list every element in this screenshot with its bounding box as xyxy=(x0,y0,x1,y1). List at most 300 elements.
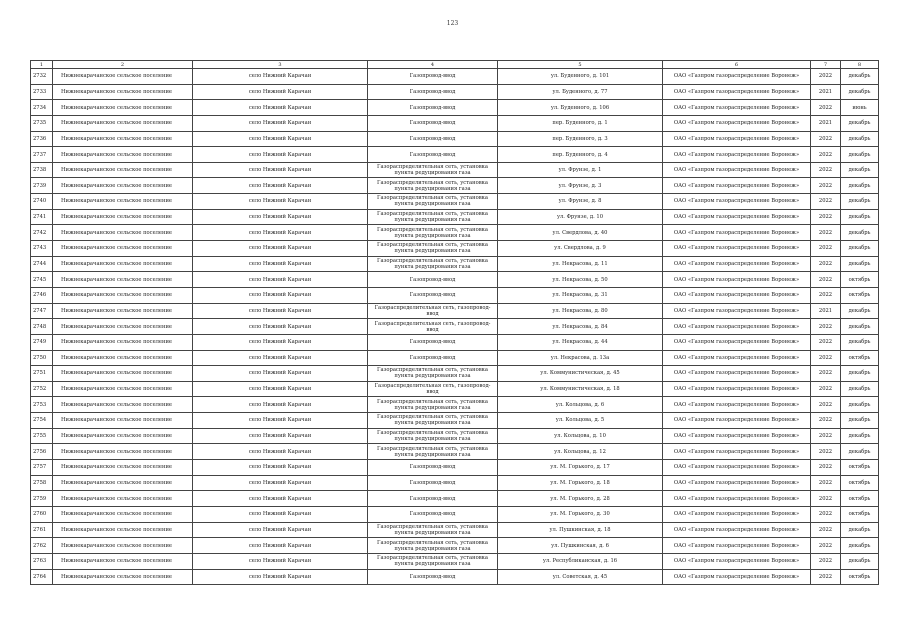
year-cell: 2022 xyxy=(811,506,841,522)
settlement-cell: Нижнекарачанское сельское поселение xyxy=(53,553,193,569)
year-cell: 2021 xyxy=(811,115,841,131)
table-row xyxy=(31,272,879,288)
address-cell: ул. Фрунзе, д. 1 xyxy=(498,162,663,178)
object-cell: Газопровод-ввод xyxy=(368,334,498,350)
organization-cell: ОАО «Газпром газораспределение Воронеж» xyxy=(663,115,811,131)
address-cell: ул. Пушкинская, д. 6 xyxy=(498,538,663,554)
settlement-cell: Нижнекарачанское сельское поселение xyxy=(53,428,193,444)
settlement-cell: Нижнекарачанское сельское поселение xyxy=(53,272,193,288)
row-number-cell: 2744 xyxy=(31,256,53,272)
address-cell: ул. Буденного, д. 101 xyxy=(498,69,663,85)
year-cell: 2022 xyxy=(811,319,841,335)
locality-cell: село Нижний Карачан xyxy=(193,131,368,147)
address-cell: ул. М. Горького, д. 28 xyxy=(498,491,663,507)
settlement-cell: Нижнекарачанское сельское поселение xyxy=(53,460,193,476)
table-row xyxy=(31,491,879,507)
table-row xyxy=(31,162,879,178)
organization-cell: ОАО «Газпром газораспределение Воронеж» xyxy=(663,209,811,225)
object-cell: Газораспределительная сеть, установка пункта редуцирования газа xyxy=(368,209,498,225)
year-cell: 2022 xyxy=(811,522,841,538)
organization-cell: ОАО «Газпром газораспределение Воронеж» xyxy=(663,428,811,444)
table-row xyxy=(31,115,879,131)
month-cell: декабрь xyxy=(841,538,879,554)
row-number-cell: 2738 xyxy=(31,162,53,178)
year-cell: 2022 xyxy=(811,241,841,257)
settlement-cell: Нижнекарачанское сельское поселение xyxy=(53,522,193,538)
address-cell: ул. Свердлова, д. 9 xyxy=(498,241,663,257)
row-number-cell: 2754 xyxy=(31,413,53,429)
locality-cell: село Нижний Карачан xyxy=(193,350,368,366)
month-cell: октябрь xyxy=(841,569,879,585)
month-cell: октябрь xyxy=(841,350,879,366)
object-cell: Газораспределительная сеть, установка пункта редуцирования газа xyxy=(368,413,498,429)
organization-cell: ОАО «Газпром газораспределение Воронеж» xyxy=(663,506,811,522)
address-cell: ул. Свердлова, д. 40 xyxy=(498,225,663,241)
table-row xyxy=(31,475,879,491)
locality-cell: село Нижний Карачан xyxy=(193,272,368,288)
locality-cell: село Нижний Карачан xyxy=(193,475,368,491)
year-cell: 2022 xyxy=(811,162,841,178)
table-row xyxy=(31,194,879,210)
organization-cell: ОАО «Газпром газораспределение Воронеж» xyxy=(663,319,811,335)
locality-cell: село Нижний Карачан xyxy=(193,428,368,444)
settlement-cell: Нижнекарачанское сельское поселение xyxy=(53,303,193,319)
locality-cell: село Нижний Карачан xyxy=(193,194,368,210)
organization-cell: ОАО «Газпром газораспределение Воронеж» xyxy=(663,256,811,272)
address-cell: ул. Кольцова, д. 10 xyxy=(498,428,663,444)
row-number-cell: 2763 xyxy=(31,553,53,569)
month-cell: декабрь xyxy=(841,256,879,272)
row-number-cell: 2737 xyxy=(31,147,53,163)
row-number-cell: 2757 xyxy=(31,460,53,476)
address-cell: ул. М. Горького, д. 17 xyxy=(498,460,663,476)
settlement-cell: Нижнекарачанское сельское поселение xyxy=(53,350,193,366)
row-number-cell: 2761 xyxy=(31,522,53,538)
month-cell: декабрь xyxy=(841,131,879,147)
organization-cell: ОАО «Газпром газораспределение Воронеж» xyxy=(663,84,811,100)
row-number-cell: 2752 xyxy=(31,381,53,397)
table-row xyxy=(31,506,879,522)
organization-cell: ОАО «Газпром газораспределение Воронеж» xyxy=(663,444,811,460)
table-row xyxy=(31,287,879,303)
settlement-cell: Нижнекарачанское сельское поселение xyxy=(53,84,193,100)
organization-cell: ОАО «Газпром газораспределение Воронеж» xyxy=(663,225,811,241)
settlement-cell: Нижнекарачанское сельское поселение xyxy=(53,506,193,522)
organization-cell: ОАО «Газпром газораспределение Воронеж» xyxy=(663,350,811,366)
organization-cell: ОАО «Газпром газораспределение Воронеж» xyxy=(663,522,811,538)
year-cell: 2022 xyxy=(811,444,841,460)
object-cell: Газораспределительная сеть, газопровод-ввод xyxy=(368,303,498,319)
object-cell: Газопровод-ввод xyxy=(368,84,498,100)
year-cell: 2022 xyxy=(811,287,841,303)
year-cell: 2022 xyxy=(811,381,841,397)
object-cell: Газораспределительная сеть, установка пункта редуцирования газа xyxy=(368,256,498,272)
year-cell: 2022 xyxy=(811,413,841,429)
object-cell: Газораспределительная сеть, установка пункта редуцирования газа xyxy=(368,225,498,241)
month-cell: декабрь xyxy=(841,413,879,429)
settlement-cell: Нижнекарачанское сельское поселение xyxy=(53,209,193,225)
locality-cell: село Нижний Карачан xyxy=(193,506,368,522)
organization-cell: ОАО «Газпром газораспределение Воронеж» xyxy=(663,287,811,303)
organization-cell: ОАО «Газпром газораспределение Воронеж» xyxy=(663,397,811,413)
column-header: 1 xyxy=(31,61,53,69)
row-number-cell: 2742 xyxy=(31,225,53,241)
object-cell: Газораспределительная сеть, установка пункта редуцирования газа xyxy=(368,444,498,460)
month-cell: декабрь xyxy=(841,241,879,257)
locality-cell: село Нижний Карачан xyxy=(193,460,368,476)
year-cell: 2021 xyxy=(811,84,841,100)
table-row xyxy=(31,225,879,241)
month-cell: декабрь xyxy=(841,147,879,163)
year-cell: 2022 xyxy=(811,147,841,163)
month-cell: декабрь xyxy=(841,178,879,194)
table-row xyxy=(31,319,879,335)
year-cell: 2022 xyxy=(811,538,841,554)
table-row xyxy=(31,69,879,85)
month-cell: октябрь xyxy=(841,272,879,288)
month-cell: декабрь xyxy=(841,522,879,538)
table-row xyxy=(31,209,879,225)
year-cell: 2021 xyxy=(811,303,841,319)
row-number-cell: 2735 xyxy=(31,115,53,131)
settlement-cell: Нижнекарачанское сельское поселение xyxy=(53,444,193,460)
row-number-cell: 2739 xyxy=(31,178,53,194)
locality-cell: село Нижний Карачан xyxy=(193,413,368,429)
settlement-cell: Нижнекарачанское сельское поселение xyxy=(53,319,193,335)
address-cell: ул. Пушкинская, д. 18 xyxy=(498,522,663,538)
settlement-cell: Нижнекарачанское сельское поселение xyxy=(53,69,193,85)
settlement-cell: Нижнекарачанское сельское поселение xyxy=(53,162,193,178)
row-number-cell: 2753 xyxy=(31,397,53,413)
object-cell: Газопровод-ввод xyxy=(368,350,498,366)
object-cell: Газопровод-ввод xyxy=(368,460,498,476)
organization-cell: ОАО «Газпром газораспределение Воронеж» xyxy=(663,475,811,491)
locality-cell: село Нижний Карачан xyxy=(193,366,368,382)
locality-cell: село Нижний Карачан xyxy=(193,287,368,303)
organization-cell: ОАО «Газпром газораспределение Воронеж» xyxy=(663,334,811,350)
row-number-cell: 2764 xyxy=(31,569,53,585)
table-row xyxy=(31,131,879,147)
year-cell: 2022 xyxy=(811,334,841,350)
locality-cell: село Нижний Карачан xyxy=(193,84,368,100)
row-number-cell: 2755 xyxy=(31,428,53,444)
object-cell: Газопровод-ввод xyxy=(368,115,498,131)
object-cell: Газораспределительная сеть, установка пункта редуцирования газа xyxy=(368,241,498,257)
organization-cell: ОАО «Газпром газораспределение Воронеж» xyxy=(663,413,811,429)
settlement-cell: Нижнекарачанское сельское поселение xyxy=(53,178,193,194)
address-cell: ул. Некрасова, д. 11 xyxy=(498,256,663,272)
table-row xyxy=(31,350,879,366)
organization-cell: ОАО «Газпром газораспределение Воронеж» xyxy=(663,553,811,569)
settlement-cell: Нижнекарачанское сельское поселение xyxy=(53,225,193,241)
month-cell: декабрь xyxy=(841,334,879,350)
settlement-cell: Нижнекарачанское сельское поселение xyxy=(53,569,193,585)
organization-cell: ОАО «Газпром газораспределение Воронеж» xyxy=(663,194,811,210)
month-cell: декабрь xyxy=(841,444,879,460)
year-cell: 2022 xyxy=(811,272,841,288)
address-cell: ул. Коммунистическая, д. 45 xyxy=(498,366,663,382)
organization-cell: ОАО «Газпром газораспределение Воронеж» xyxy=(663,538,811,554)
year-cell: 2022 xyxy=(811,428,841,444)
table-row xyxy=(31,522,879,538)
settlement-cell: Нижнекарачанское сельское поселение xyxy=(53,131,193,147)
year-cell: 2022 xyxy=(811,553,841,569)
address-cell: ул. Некрасова, д. 84 xyxy=(498,319,663,335)
address-cell: ул. Советская, д. 45 xyxy=(498,569,663,585)
address-cell: ул. Некрасова, д. 44 xyxy=(498,334,663,350)
address-cell: ул. Коммунистическая, д. 18 xyxy=(498,381,663,397)
organization-cell: ОАО «Газпром газораспределение Воронеж» xyxy=(663,162,811,178)
object-cell: Газопровод-ввод xyxy=(368,131,498,147)
address-cell: ул. Некрасова, д. 80 xyxy=(498,303,663,319)
organization-cell: ОАО «Газпром газораспределение Воронеж» xyxy=(663,366,811,382)
object-cell: Газораспределительная сеть, установка пункта редуцирования газа xyxy=(368,162,498,178)
locality-cell: село Нижний Карачан xyxy=(193,69,368,85)
object-cell: Газопровод-ввод xyxy=(368,272,498,288)
row-number-cell: 2732 xyxy=(31,69,53,85)
locality-cell: село Нижний Карачан xyxy=(193,319,368,335)
locality-cell: село Нижний Карачан xyxy=(193,522,368,538)
year-cell: 2022 xyxy=(811,131,841,147)
object-cell: Газораспределительная сеть, установка пункта редуцирования газа xyxy=(368,538,498,554)
organization-cell: ОАО «Газпром газораспределение Воронеж» xyxy=(663,303,811,319)
address-cell: пер. Буденного, д. 4 xyxy=(498,147,663,163)
object-cell: Газораспределительная сеть, газопровод-ввод xyxy=(368,319,498,335)
row-number-cell: 2748 xyxy=(31,319,53,335)
month-cell: июнь xyxy=(841,100,879,116)
address-cell: ул. Республиканская, д. 16 xyxy=(498,553,663,569)
address-cell: ул. Некрасова, д. 31 xyxy=(498,287,663,303)
object-cell: Газораспределительная сеть, установка пункта редуцирования газа xyxy=(368,397,498,413)
object-cell: Газопровод-ввод xyxy=(368,100,498,116)
table-body xyxy=(31,69,879,585)
object-cell: Газораспределительная сеть, установка пункта редуцирования газа xyxy=(368,178,498,194)
organization-cell: ОАО «Газпром газораспределение Воронеж» xyxy=(663,272,811,288)
row-number-cell: 2747 xyxy=(31,303,53,319)
organization-cell: ОАО «Газпром газораспределение Воронеж» xyxy=(663,147,811,163)
table-row xyxy=(31,84,879,100)
month-cell: декабрь xyxy=(841,319,879,335)
month-cell: декабрь xyxy=(841,194,879,210)
table-row xyxy=(31,413,879,429)
year-cell: 2022 xyxy=(811,460,841,476)
row-number-cell: 2756 xyxy=(31,444,53,460)
locality-cell: село Нижний Карачан xyxy=(193,256,368,272)
locality-cell: село Нижний Карачан xyxy=(193,241,368,257)
table-row xyxy=(31,147,879,163)
month-cell: декабрь xyxy=(841,428,879,444)
address-cell: пер. Буденного, д. 1 xyxy=(498,115,663,131)
organization-cell: ОАО «Газпром газораспределение Воронеж» xyxy=(663,241,811,257)
settlement-cell: Нижнекарачанское сельское поселение xyxy=(53,334,193,350)
row-number-cell: 2736 xyxy=(31,131,53,147)
gasification-table xyxy=(30,60,879,585)
object-cell: Газопровод-ввод xyxy=(368,147,498,163)
organization-cell: ОАО «Газпром газораспределение Воронеж» xyxy=(663,381,811,397)
settlement-cell: Нижнекарачанское сельское поселение xyxy=(53,381,193,397)
object-cell: Газопровод-ввод xyxy=(368,475,498,491)
month-cell: декабрь xyxy=(841,225,879,241)
table-row xyxy=(31,303,879,319)
address-cell: ул. М. Горького, д. 18 xyxy=(498,475,663,491)
month-cell: октябрь xyxy=(841,287,879,303)
column-header: 6 xyxy=(663,61,811,69)
address-cell: ул. Фрунзе, д. 3 xyxy=(498,178,663,194)
object-cell: Газораспределительная сеть, установка пункта редуцирования газа xyxy=(368,366,498,382)
row-number-cell: 2743 xyxy=(31,241,53,257)
settlement-cell: Нижнекарачанское сельское поселение xyxy=(53,256,193,272)
year-cell: 2022 xyxy=(811,256,841,272)
object-cell: Газопровод-ввод xyxy=(368,69,498,85)
page-number: 123 xyxy=(446,20,459,27)
object-cell: Газораспределительная сеть, установка пункта редуцирования газа xyxy=(368,522,498,538)
address-cell: ул. Некрасова, д. 13а xyxy=(498,350,663,366)
year-cell: 2022 xyxy=(811,397,841,413)
settlement-cell: Нижнекарачанское сельское поселение xyxy=(53,413,193,429)
settlement-cell: Нижнекарачанское сельское поселение xyxy=(53,147,193,163)
locality-cell: село Нижний Карачан xyxy=(193,162,368,178)
month-cell: декабрь xyxy=(841,366,879,382)
organization-cell: ОАО «Газпром газораспределение Воронеж» xyxy=(663,491,811,507)
row-number-cell: 2734 xyxy=(31,100,53,116)
table-row xyxy=(31,100,879,116)
organization-cell: ОАО «Газпром газораспределение Воронеж» xyxy=(663,131,811,147)
locality-cell: село Нижний Карачан xyxy=(193,381,368,397)
row-number-cell: 2746 xyxy=(31,287,53,303)
column-header: 2 xyxy=(53,61,193,69)
locality-cell: село Нижний Карачан xyxy=(193,147,368,163)
organization-cell: ОАО «Газпром газораспределение Воронеж» xyxy=(663,100,811,116)
row-number-cell: 2762 xyxy=(31,538,53,554)
month-cell: декабрь xyxy=(841,553,879,569)
address-cell: ул. Буденного, д. 77 xyxy=(498,84,663,100)
locality-cell: село Нижний Карачан xyxy=(193,569,368,585)
month-cell: декабрь xyxy=(841,381,879,397)
locality-cell: село Нижний Карачан xyxy=(193,397,368,413)
table-row xyxy=(31,381,879,397)
row-number-cell: 2740 xyxy=(31,194,53,210)
organization-cell: ОАО «Газпром газораспределение Воронеж» xyxy=(663,178,811,194)
month-cell: декабрь xyxy=(841,69,879,85)
column-header: 5 xyxy=(498,61,663,69)
organization-cell: ОАО «Газпром газораспределение Воронеж» xyxy=(663,69,811,85)
column-header: 3 xyxy=(193,61,368,69)
table-row xyxy=(31,553,879,569)
table-row xyxy=(31,538,879,554)
row-number-cell: 2751 xyxy=(31,366,53,382)
year-cell: 2022 xyxy=(811,100,841,116)
column-header: 4 xyxy=(368,61,498,69)
organization-cell: ОАО «Газпром газораспределение Воронеж» xyxy=(663,569,811,585)
locality-cell: село Нижний Карачан xyxy=(193,178,368,194)
locality-cell: село Нижний Карачан xyxy=(193,444,368,460)
object-cell: Газопровод-ввод xyxy=(368,287,498,303)
object-cell: Газопровод-ввод xyxy=(368,569,498,585)
year-cell: 2022 xyxy=(811,491,841,507)
address-cell: ул. М. Горького, д. 30 xyxy=(498,506,663,522)
settlement-cell: Нижнекарачанское сельское поселение xyxy=(53,115,193,131)
year-cell: 2022 xyxy=(811,350,841,366)
address-cell: ул. Кольцова, д. 5 xyxy=(498,413,663,429)
month-cell: октябрь xyxy=(841,460,879,476)
settlement-cell: Нижнекарачанское сельское поселение xyxy=(53,100,193,116)
locality-cell: село Нижний Карачан xyxy=(193,491,368,507)
locality-cell: село Нижний Карачан xyxy=(193,100,368,116)
object-cell: Газораспределительная сеть, газопровод-ввод xyxy=(368,381,498,397)
row-number-cell: 2745 xyxy=(31,272,53,288)
year-cell: 2022 xyxy=(811,69,841,85)
month-cell: октябрь xyxy=(841,475,879,491)
month-cell: октябрь xyxy=(841,491,879,507)
locality-cell: село Нижний Карачан xyxy=(193,334,368,350)
settlement-cell: Нижнекарачанское сельское поселение xyxy=(53,475,193,491)
locality-cell: село Нижний Карачан xyxy=(193,538,368,554)
table-row xyxy=(31,569,879,585)
table-row xyxy=(31,241,879,257)
address-cell: ул. Фрунзе, д. 10 xyxy=(498,209,663,225)
address-cell: ул. Некрасова, д. 50 xyxy=(498,272,663,288)
locality-cell: село Нижний Карачан xyxy=(193,115,368,131)
month-cell: декабрь xyxy=(841,209,879,225)
column-header: 7 xyxy=(811,61,841,69)
locality-cell: село Нижний Карачан xyxy=(193,553,368,569)
year-cell: 2022 xyxy=(811,475,841,491)
locality-cell: село Нижний Карачан xyxy=(193,209,368,225)
object-cell: Газораспределительная сеть, установка пункта редуцирования газа xyxy=(368,194,498,210)
year-cell: 2022 xyxy=(811,569,841,585)
table-row xyxy=(31,256,879,272)
month-cell: декабрь xyxy=(841,162,879,178)
address-cell: ул. Фрунзе, д. 8 xyxy=(498,194,663,210)
address-cell: ул. Буденного, д. 106 xyxy=(498,100,663,116)
month-cell: декабрь xyxy=(841,115,879,131)
year-cell: 2022 xyxy=(811,178,841,194)
object-cell: Газопровод-ввод xyxy=(368,506,498,522)
table-row xyxy=(31,428,879,444)
settlement-cell: Нижнекарачанское сельское поселение xyxy=(53,287,193,303)
month-cell: декабрь xyxy=(841,397,879,413)
table-row xyxy=(31,444,879,460)
settlement-cell: Нижнекарачанское сельское поселение xyxy=(53,241,193,257)
row-number-cell: 2758 xyxy=(31,475,53,491)
object-cell: Газораспределительная сеть, установка пункта редуцирования газа xyxy=(368,553,498,569)
month-cell: декабрь xyxy=(841,84,879,100)
row-number-cell: 2741 xyxy=(31,209,53,225)
address-cell: ул. Кольцова, д. 12 xyxy=(498,444,663,460)
header-row xyxy=(31,61,879,69)
organization-cell: ОАО «Газпром газораспределение Воронеж» xyxy=(663,460,811,476)
locality-cell: село Нижний Карачан xyxy=(193,225,368,241)
column-header: 8 xyxy=(841,61,879,69)
month-cell: декабрь xyxy=(841,303,879,319)
table-row xyxy=(31,366,879,382)
settlement-cell: Нижнекарачанское сельское поселение xyxy=(53,397,193,413)
table-row xyxy=(31,397,879,413)
settlement-cell: Нижнекарачанское сельское поселение xyxy=(53,194,193,210)
year-cell: 2022 xyxy=(811,209,841,225)
settlement-cell: Нижнекарачанское сельское поселение xyxy=(53,491,193,507)
row-number-cell: 2759 xyxy=(31,491,53,507)
row-number-cell: 2750 xyxy=(31,350,53,366)
locality-cell: село Нижний Карачан xyxy=(193,303,368,319)
settlement-cell: Нижнекарачанское сельское поселение xyxy=(53,366,193,382)
object-cell: Газопровод-ввод xyxy=(368,491,498,507)
table-row xyxy=(31,178,879,194)
row-number-cell: 2760 xyxy=(31,506,53,522)
address-cell: пер. Буденного, д. 3 xyxy=(498,131,663,147)
year-cell: 2022 xyxy=(811,366,841,382)
row-number-cell: 2733 xyxy=(31,84,53,100)
